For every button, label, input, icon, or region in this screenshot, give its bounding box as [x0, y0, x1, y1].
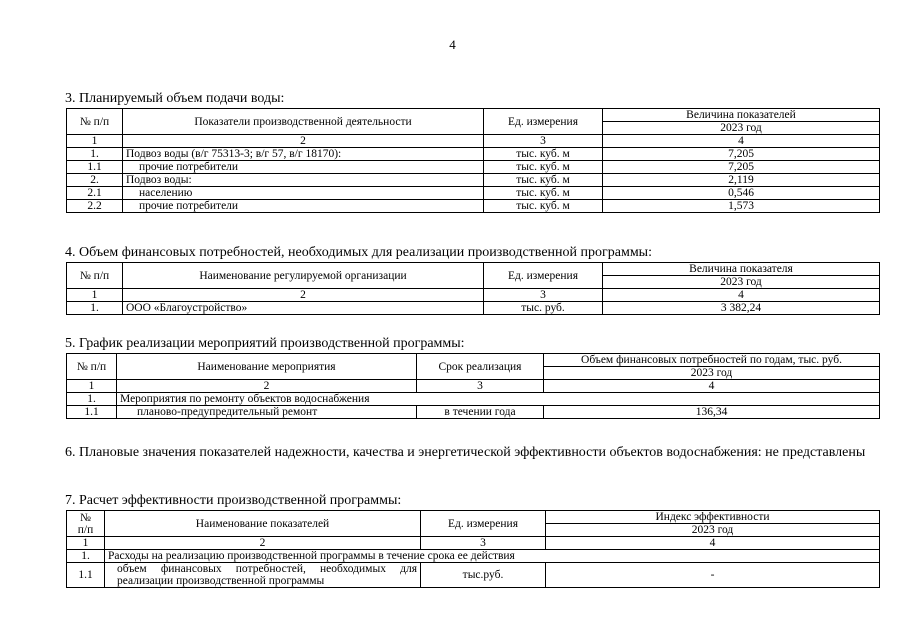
section5-title: 5. График реализации мероприятий производственной программы: — [65, 336, 465, 351]
row-num: 1. — [67, 393, 117, 406]
table-row — [67, 406, 880, 419]
row-value: 7,205 — [603, 148, 880, 161]
table-row — [67, 187, 880, 200]
index-cell: 2 — [117, 380, 417, 393]
section7-title: 7. Расчет эффективности производственной программы: — [65, 493, 402, 508]
row-num: 1.1 — [67, 406, 117, 419]
index-cell: 4 — [544, 380, 880, 393]
header-num-line1: № — [80, 511, 91, 524]
row-unit: тыс. куб. м — [484, 161, 603, 174]
row-value: 2,119 — [603, 174, 880, 187]
index-cell: 3 — [417, 380, 544, 393]
row-num: 2.1 — [67, 187, 123, 200]
header-value-group: Величина показателя — [603, 263, 880, 276]
row-unit: тыс. руб. — [484, 302, 603, 315]
index-cell: 2 — [105, 537, 421, 550]
header-year: 2023 год — [544, 367, 880, 380]
row-value: 7,205 — [603, 161, 880, 174]
header-num: № п/п — [67, 109, 123, 135]
header-num — [67, 511, 105, 537]
index-cell: 3 — [421, 537, 546, 550]
table-row — [67, 563, 880, 588]
header-value-group: Величина показателей — [603, 109, 880, 122]
section3-table — [66, 108, 880, 213]
header-num: № п/п — [67, 263, 123, 289]
header-unit: Ед. измерения — [484, 109, 603, 135]
row-name: прочие потребители — [123, 200, 484, 213]
table-row — [67, 200, 880, 213]
index-cell: 4 — [603, 289, 880, 302]
header-num-line2: п/п — [77, 523, 94, 536]
header-year: 2023 год — [603, 276, 880, 289]
row-unit: тыс. куб. м — [484, 187, 603, 200]
header-indicator: Показатели производственной деятельности — [123, 109, 484, 135]
row-value: 3 382,24 — [603, 302, 880, 315]
row-num: 1.1 — [67, 563, 105, 588]
row-span-text: Расходы на реализацию производственной программы в течение срока ее действия — [105, 550, 880, 563]
header-term: Срок реализация — [417, 354, 544, 380]
table-row — [67, 148, 880, 161]
index-cell: 1 — [67, 537, 105, 550]
row-name: Подвоз воды: — [123, 174, 484, 187]
row-num: 2.2 — [67, 200, 123, 213]
table-row — [67, 550, 880, 563]
row-unit: тыс. куб. м — [484, 200, 603, 213]
header-year: 2023 год — [603, 122, 880, 135]
index-cell: 3 — [484, 135, 603, 148]
index-cell: 4 — [546, 537, 880, 550]
row-unit: тыс. куб. м — [484, 174, 603, 187]
row-name: Подвоз воды (в/г 75313-3; в/г 57, в/г 18170): — [123, 148, 484, 161]
row-name: объем финансовых потребностей, необходимых для реализации производственной программы — [105, 563, 421, 588]
index-cell: 2 — [123, 289, 484, 302]
index-cell: 1 — [67, 380, 117, 393]
row-num: 2. — [67, 174, 123, 187]
row-num: 1. — [67, 550, 105, 563]
table-row — [67, 161, 880, 174]
row-span-text: Мероприятия по ремонту объектов водоснабжения — [117, 393, 880, 406]
header-indicator: Наименование показателей — [105, 511, 421, 537]
table-row — [67, 393, 880, 406]
index-cell: 2 — [123, 135, 484, 148]
header-unit: Ед. измерения — [421, 511, 546, 537]
row-term: в течении года — [417, 406, 544, 419]
index-cell: 1 — [67, 135, 123, 148]
page-number: 4 — [449, 37, 456, 52]
table-row — [67, 174, 880, 187]
row-num: 1. — [67, 302, 123, 315]
row-name: прочие потребители — [123, 161, 484, 174]
header-num: № п/п — [67, 354, 117, 380]
row-name: ООО «Благоустройство» — [123, 302, 484, 315]
row-num: 1. — [67, 148, 123, 161]
index-cell: 3 — [484, 289, 603, 302]
header-year: 2023 год — [546, 524, 880, 537]
header-value-group: Индекс эффективности — [546, 511, 880, 524]
row-unit: тыс. куб. м — [484, 148, 603, 161]
header-organization: Наименование регулируемой организации — [123, 263, 484, 289]
table-row — [67, 302, 880, 315]
row-unit: тыс.руб. — [421, 563, 546, 588]
row-value: 0,546 — [603, 187, 880, 200]
row-value: 1,573 — [603, 200, 880, 213]
section4-table — [66, 262, 880, 315]
section7-table — [66, 510, 880, 588]
header-activity: Наименование мероприятия — [117, 354, 417, 380]
row-num: 1.1 — [67, 161, 123, 174]
index-cell: 1 — [67, 289, 123, 302]
header-value-group: Объем финансовых потребностей по годам, тыс. руб. — [544, 354, 880, 367]
row-value: - — [546, 563, 880, 588]
index-cell: 4 — [603, 135, 880, 148]
row-name: планово-предупредительный ремонт — [117, 406, 417, 419]
section3-title: 3. Планируемый объем подачи воды: — [65, 91, 285, 106]
section4-title: 4. Объем финансовых потребностей, необходимых для реализации производственной программы: — [65, 245, 652, 260]
row-name: населению — [123, 187, 484, 200]
header-unit: Ед. измерения — [484, 263, 603, 289]
row-value: 136,34 — [544, 406, 880, 419]
section5-table — [66, 353, 880, 419]
section6-text: 6. Плановые значения показателей надежности, качества и энергетической эффективности объектов водоснабжения: не представлены — [65, 445, 866, 460]
